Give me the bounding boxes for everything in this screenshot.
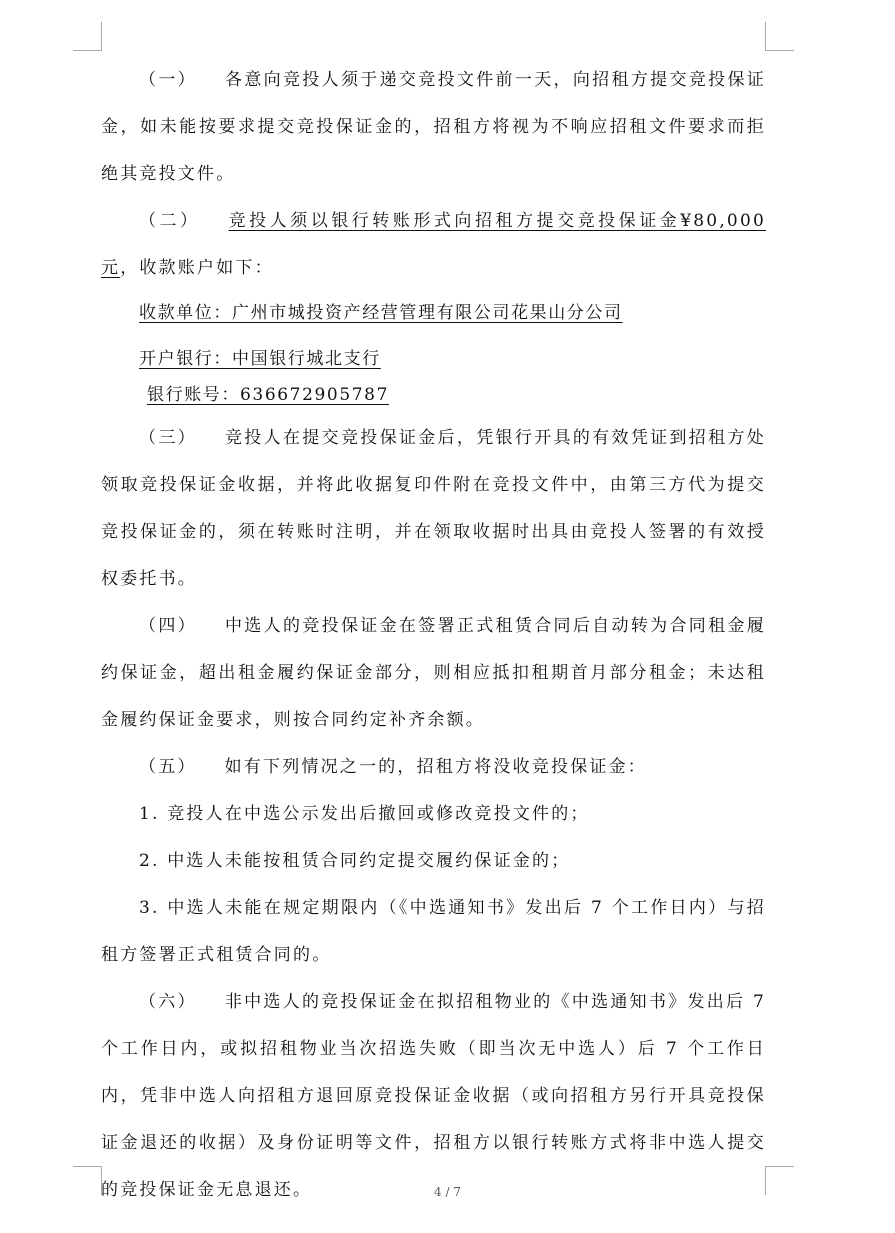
account-bank: 开户银行：中国银行城北支行 [139,349,381,369]
paragraph-number: （六） [139,992,197,1012]
paragraph-text: 如有下列情况之一的，招租方将没收竞投保证金： [224,757,648,777]
paragraph-6 [101,979,766,1214]
crop-mark-top-left [73,22,102,51]
paragraph-text: 各意向竞投人须于递交竞投文件前一天，向招租方提交竞投保证金，如未能按要求提交竞投保证金的，招租方将视为不响应招租文件要求而拒绝其竞投文件。 [101,70,766,184]
paragraph-number: （二） [139,211,201,231]
deposit-requirement-text: 竞投人须以银行转账形式向招租方提交竞投保证金¥80,000元 [101,211,766,278]
paragraph-text: 竞投人在提交竞投保证金后，凭银行开具的有效凭证到招租方处领取竞投保证金收据，并将此收据复印件附在竞投文件中，由第三方代为提交竞投保证金的，须在转账时注明，并在领取收据时出具由竞投人签署的有效授权委托书。 [101,428,766,589]
paragraph-number: （五） [139,757,197,777]
list-item: 3. 中选人未能在规定期限内（《中选通知书》发出后 7 个工作日内）与招租方签署正式租赁合同的。 [101,898,766,965]
account-number: 银行账号：636672905787 [147,385,389,405]
paragraph-number: （三） [139,428,197,448]
document-body [101,57,766,1214]
paragraph-text: ，收款账户如下： [120,258,274,278]
paragraph-3 [101,415,766,603]
list-item: 1. 竞投人在中选公示发出后撤回或修改竞投文件的； [139,804,590,824]
paragraph-text: 非中选人的竞投保证金在拟招租物业的《中选通知书》发出后 7 个工作日内，或拟招租物业当次招选失败（即当次无中选人）后 7 个工作日内，凭非中选人向招租方退回原竞投保证金收据（或向招租方另行开具竞投保证金退还的收据）及身份证明等文件，招租方以银行转账方式将非中选人提交的竞投保证金无息退还。 [101,992,766,1200]
account-payee: 收款单位：广州市城投资产经营管理有限公司花果山分公司 [139,303,623,323]
list-item: 2. 中选人未能按租赁合同约定提交履约保证金的； [139,851,571,871]
paragraph-number: （四） [139,616,197,636]
paragraph-text: 中选人的竞投保证金在签署正式租赁合同后自动转为合同租金履约保证金，超出租金履约保证金部分，则相应抵扣租期首月部分租金；未达租金履约保证金要求，则按合同约定补齐余额。 [101,616,766,730]
paragraph-2 [101,198,766,292]
paragraph-1 [101,57,766,198]
page-number: 4 / 7 [434,1185,461,1199]
paragraph-5 [101,744,766,791]
paragraph-number: （一） [139,70,197,90]
paragraph-4 [101,603,766,744]
crop-mark-top-right [765,22,794,51]
